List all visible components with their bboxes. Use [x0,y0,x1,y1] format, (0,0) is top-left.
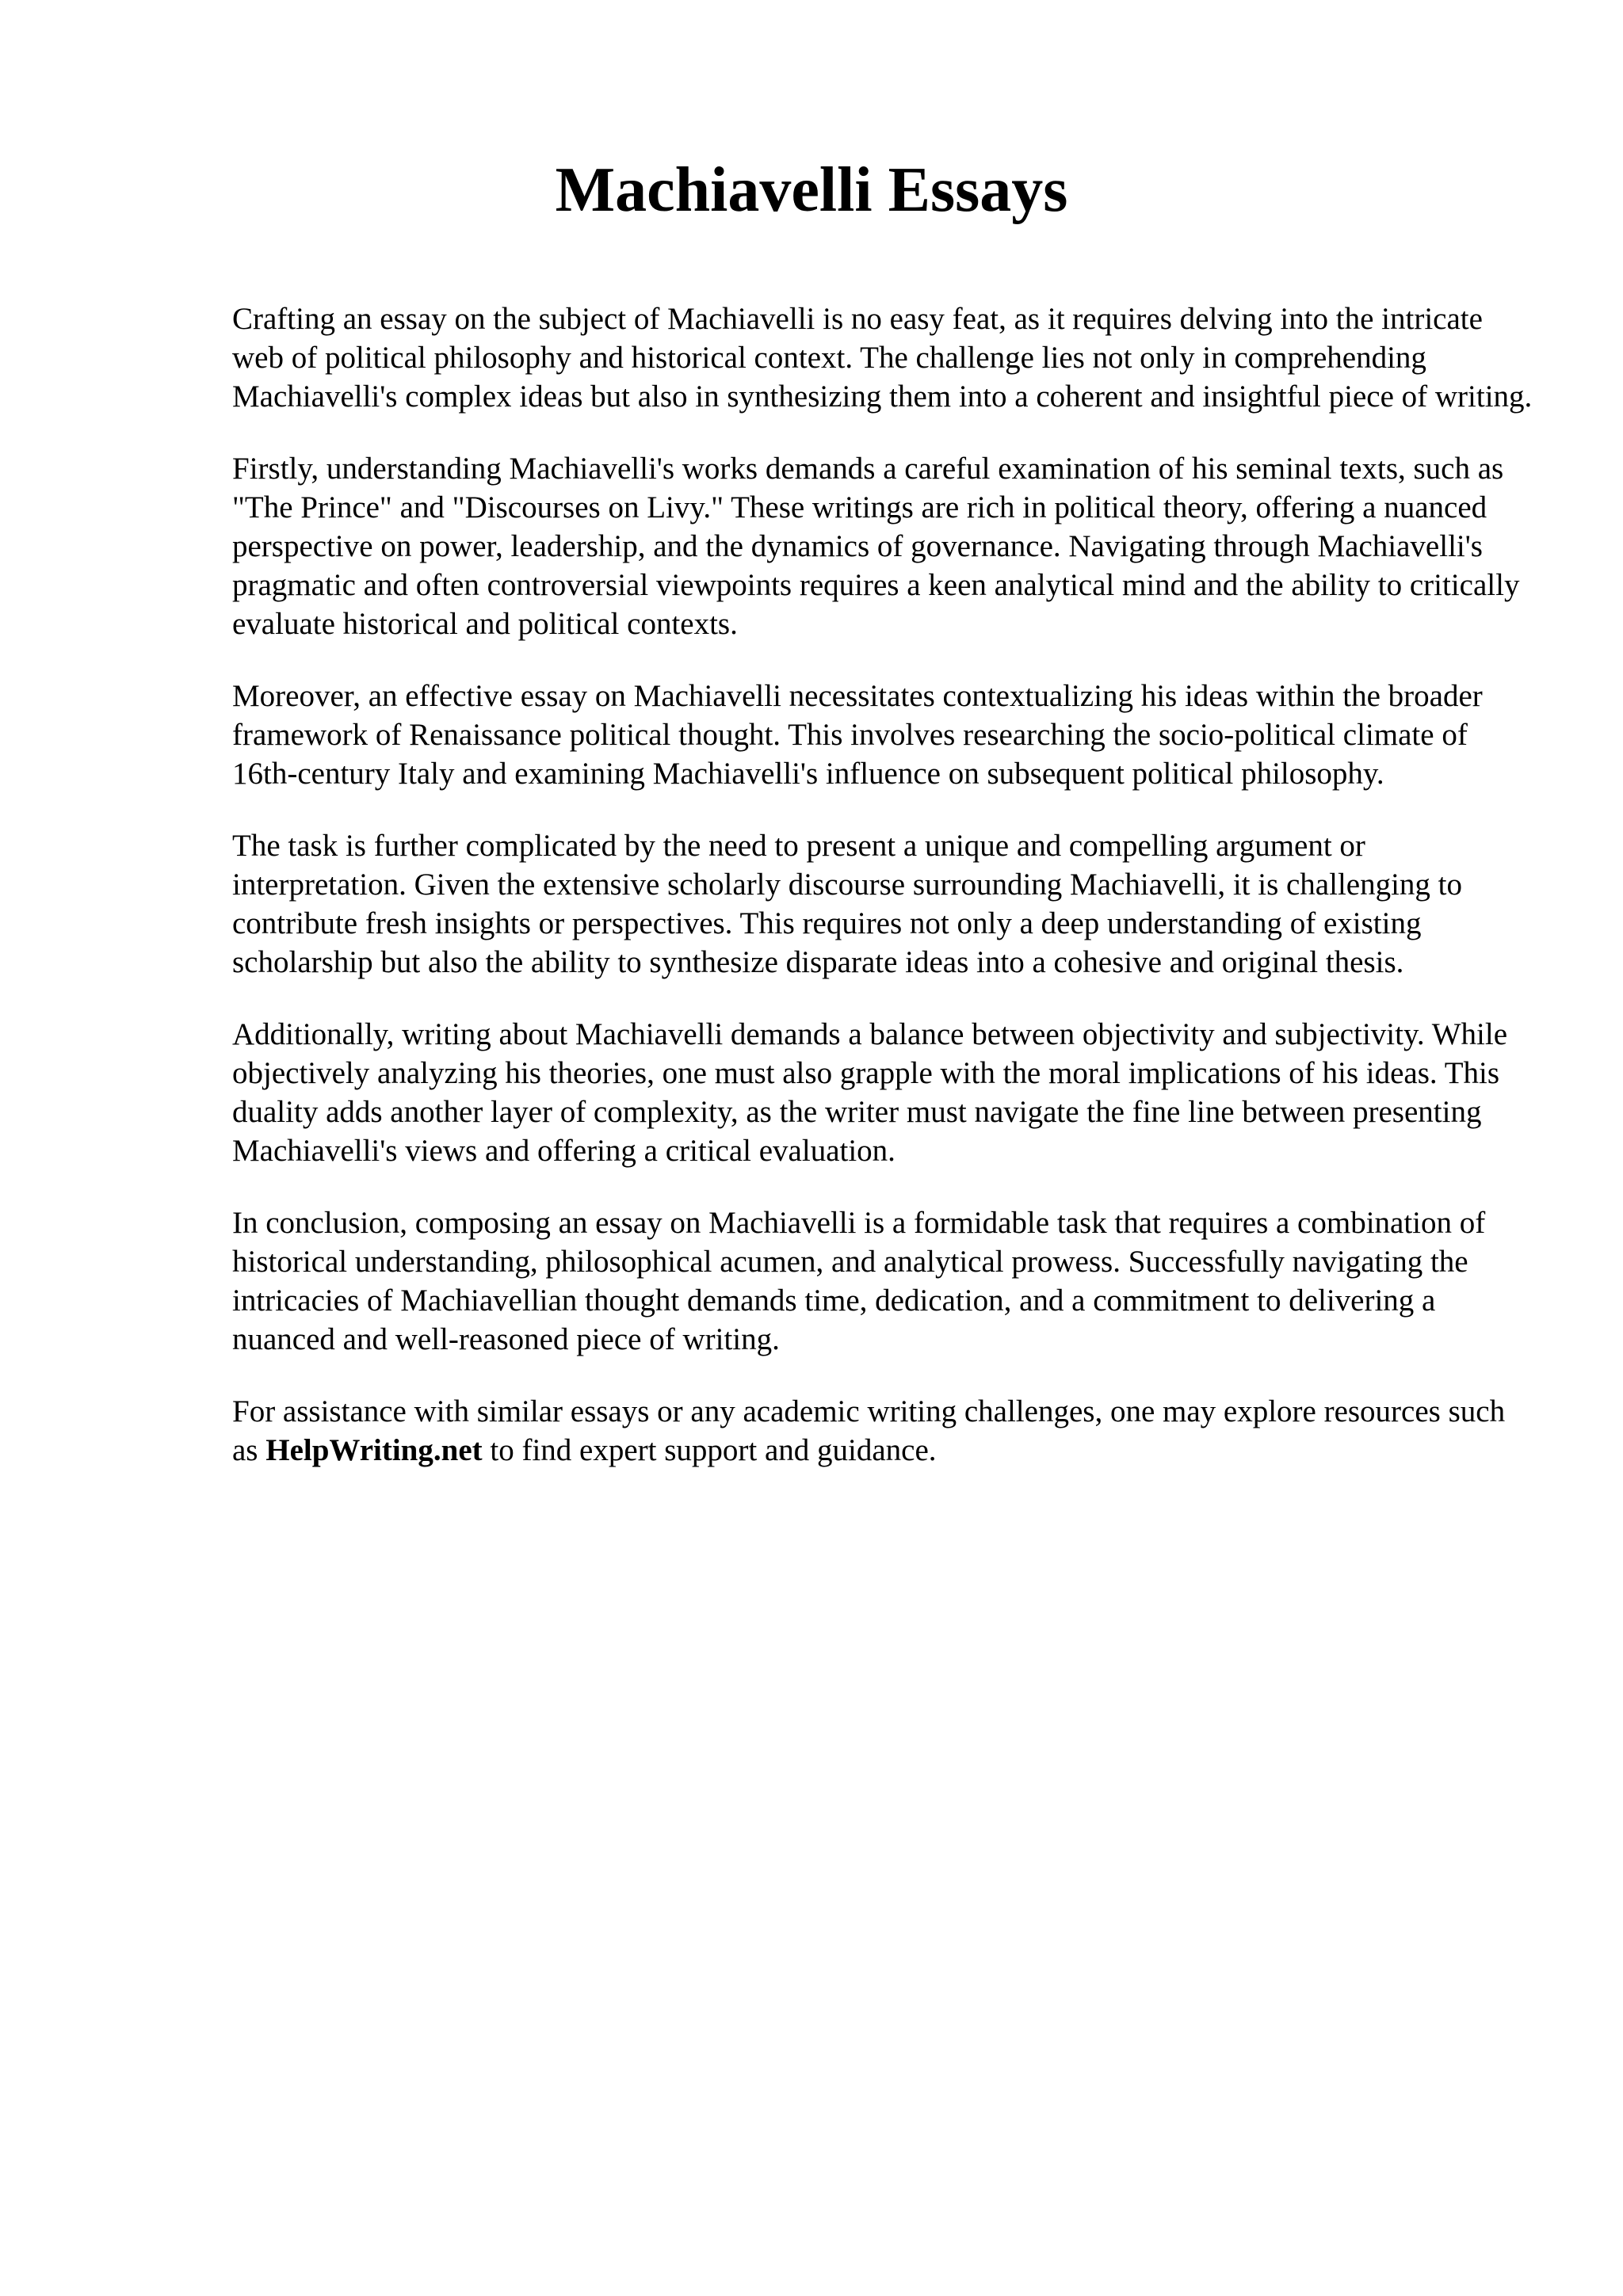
paragraph-5: Additionally, writing about Machiavelli demands a balance between objectivity and subjectivity. While objectively analyzing his theories, one must also grapple with the moral implications of his ideas. This duality adds another layer of complexity, as the writer must navigate the fine line between presenting Machiavelli's views and offering a critical evaluation. [232,1017,1508,1168]
page-title: Machiavelli Essays [555,155,1068,225]
closing-text-after: to find expert support and guidance. [482,1433,937,1467]
closing-text-before: For assistance with similar essays or any academic writing challenges, one may explore resources such as [232,1394,1506,1467]
paragraph-2: Firstly, understanding Machiavelli's works demands a careful examination of his seminal texts, such as "The Prince" and "Discourses on Livy." These writings are rich in political theory, offering a nuanced perspective on power, leadership, and the dynamics of governance. Navigating through Machiavelli's pragmatic and often controversial viewpoints requires a keen analytical mind and the ability to critically evaluate historical and political contexts. [232,452,1520,641]
paragraph-3: Moreover, an effective essay on Machiavelli necessitates contextualizing his ideas within the broader framework of Renaissance political thought. This involves researching the socio-political climate of 16th-century Italy and examining Machiavelli's influence on subsequent political philosophy. [232,679,1483,791]
helpwriting-link[interactable]: HelpWriting.net [265,1433,483,1467]
essay-body [232,299,1536,1503]
paragraph-1: Crafting an essay on the subject of Machiavelli is no easy feat, as it requires delving into the intricate web of political philosophy and historical context. The challenge lies not only in comprehending Machiavelli's complex ideas but also in synthesizing them into a coherent and insightful piece of writing. [232,302,1533,414]
closing-paragraph [232,1392,1536,1470]
paragraph-4: The task is further complicated by the need to present a unique and compelling argument or interpretation. Given the extensive scholarly discourse surrounding Machiavelli, it is challenging to contribute fresh insights or perspectives. This requires not only a deep understanding of existing scholarship but also the ability to synthesize disparate ideas into a cohesive and original thesis. [232,829,1463,979]
paragraph-6: In conclusion, composing an essay on Machiavelli is a formidable task that requires a combination of historical understanding, philosophical acumen, and analytical prowess. Successfully navigating the intricacies of Machiavellian thought demands time, dedication, and a commitment to delivering a nuanced and well-reasoned piece of writing. [232,1206,1486,1356]
